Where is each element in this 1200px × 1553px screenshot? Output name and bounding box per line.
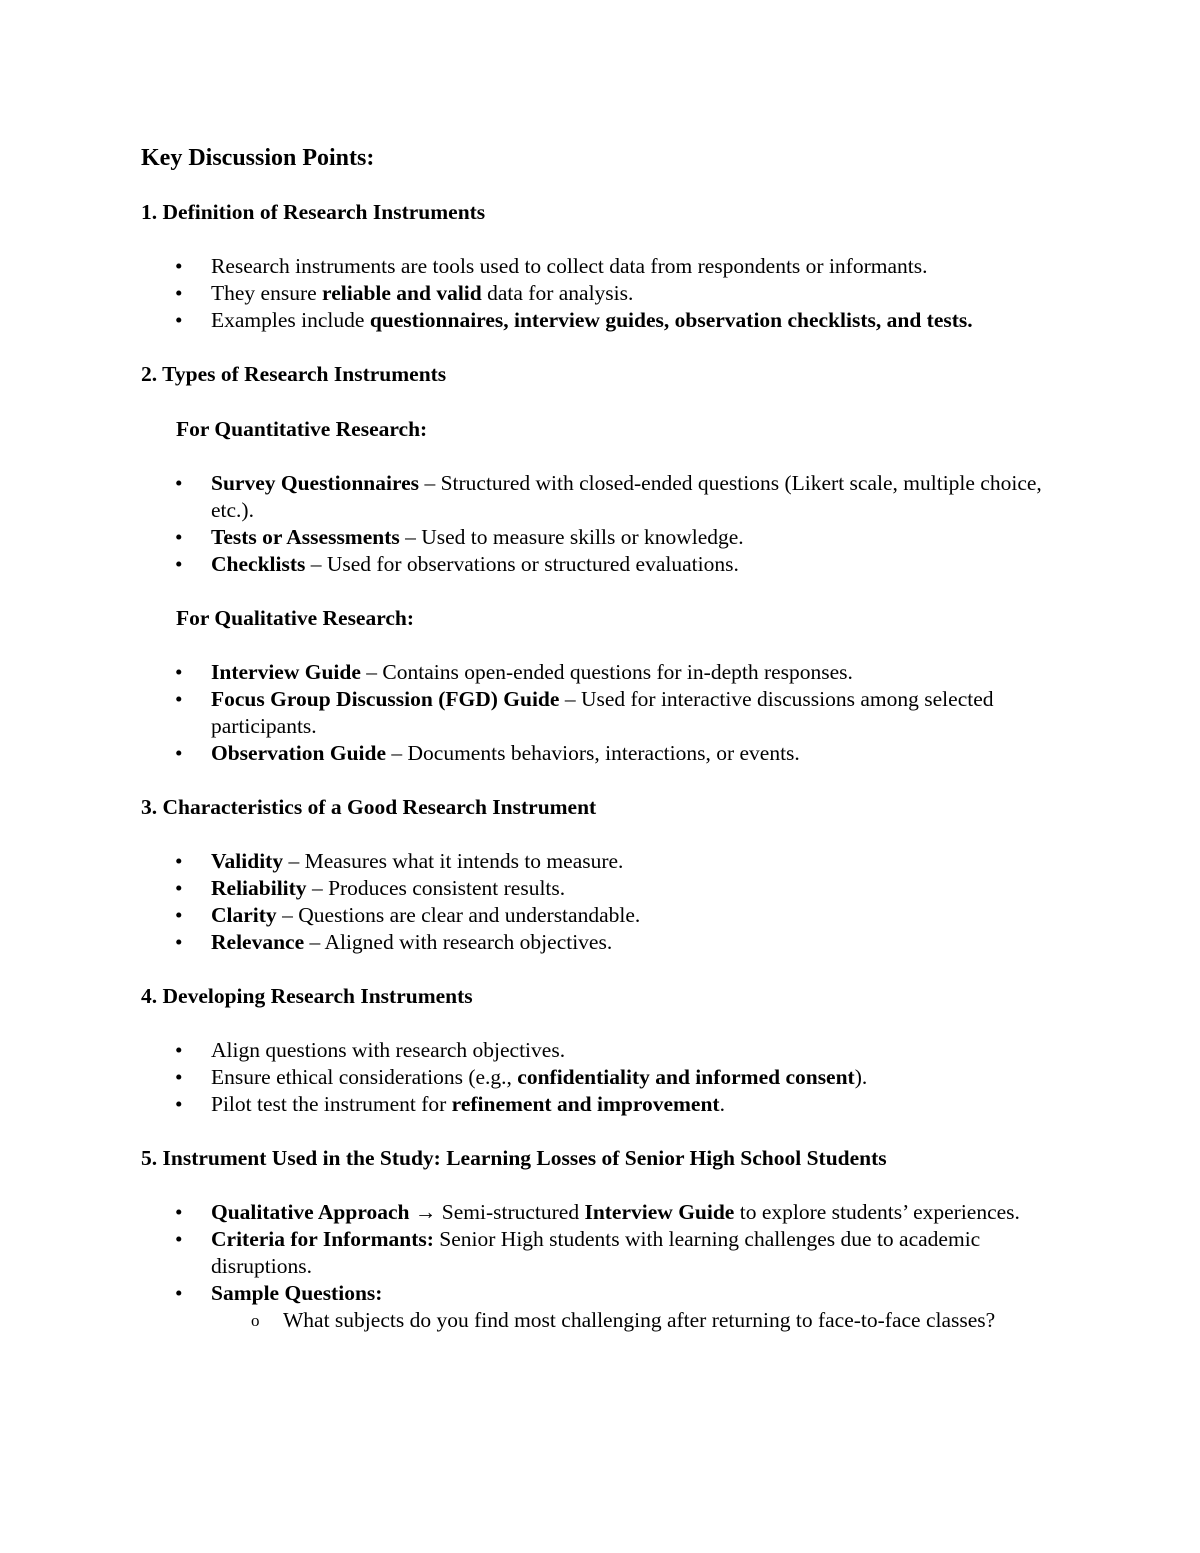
bullet-icon: • (175, 471, 183, 495)
list-item: • Align questions with research objectives. (175, 1038, 566, 1062)
list-item: • Ensure ethical considerations (e.g., confidentiality and informed consent). (175, 1065, 868, 1089)
section-heading-developing: 4. Developing Research Instruments (141, 984, 473, 1008)
bullet-icon: • (175, 552, 183, 576)
bullet-icon: • (175, 308, 183, 332)
bullet-icon: • (175, 1200, 183, 1224)
characteristics-list (141, 848, 1081, 956)
section-heading-types: 2. Types of Research Instruments (141, 362, 447, 386)
list-item: • Focus Group Discussion (FGD) Guide – Used for interactive discussions among selected participants. (175, 687, 994, 738)
list-item: • Checklists – Used for observations or structured evaluations. (175, 552, 739, 576)
bullet-icon: • (175, 281, 183, 305)
list-item: • Validity – Measures what it intends to measure. (175, 849, 624, 873)
list-item: • Pilot test the instrument for refinement and improvement. (175, 1092, 725, 1116)
list-item: • Research instruments are tools used to collect data from respondents or informants. (175, 254, 928, 278)
section-heading-instrument-used: 5. Instrument Used in the Study: Learning Losses of Senior High School Students (141, 1146, 887, 1170)
subheading-qualitative: For Qualitative Research: (176, 606, 415, 630)
bullet-icon: • (175, 1092, 183, 1116)
bullet-icon: • (175, 741, 183, 765)
list-item: • Relevance – Aligned with research objectives. (175, 930, 613, 954)
list-item: • Examples include questionnaires, interview guides, observation checklists, and tests. (175, 308, 973, 332)
bullet-icon: • (175, 849, 183, 873)
list-item: • Reliability – Produces consistent results. (175, 876, 566, 900)
document-page (141, 142, 1081, 1360)
bullet-icon: • (175, 254, 183, 278)
list-item: • Criteria for Informants: Senior High students with learning challenges due to academic disruptions. (175, 1227, 981, 1278)
bullet-icon: • (175, 660, 183, 684)
definition-list (141, 253, 1081, 334)
list-item: • Tests or Assessments – Used to measure skills or knowledge. (175, 525, 744, 549)
developing-list (141, 1037, 1081, 1118)
bullet-icon: • (175, 876, 183, 900)
document-title: Key Discussion Points: (141, 145, 375, 171)
bullet-icon: • (175, 687, 183, 711)
bullet-icon: • (175, 903, 183, 927)
list-item: • Sample Questions: o What subjects do you find most challenging after returning to face-to-face classes? (141, 1280, 1081, 1334)
list-item: • They ensure reliable and valid data for analysis. (175, 281, 634, 305)
section-heading-characteristics: 3. Characteristics of a Good Research Instrument (141, 795, 597, 819)
quantitative-list (141, 470, 1081, 578)
list-item: • Survey Questionnaires – Structured with closed-ended questions (Likert scale, multiple choice, etc.). (175, 471, 1042, 522)
sub-list-item: o What subjects do you find most challenging after returning to face-to-face classes? (251, 1308, 996, 1332)
instrument-used-list (141, 1199, 1081, 1334)
sample-questions-list (211, 1307, 1081, 1334)
list-item: • Observation Guide – Documents behaviors, interactions, or events. (175, 741, 800, 765)
list-item: • Qualitative Approach → Semi-structured Interview Guide to explore students’ experiences. (175, 1200, 1020, 1224)
circle-bullet-icon: o (251, 1311, 260, 1330)
qualitative-list (141, 659, 1081, 767)
list-item: • Clarity – Questions are clear and understandable. (175, 903, 641, 927)
bullet-icon: • (175, 1227, 183, 1251)
bullet-icon: • (175, 1065, 183, 1089)
bullet-icon: • (175, 1281, 183, 1305)
subheading-quantitative: For Quantitative Research: (176, 417, 428, 441)
bullet-icon: • (175, 525, 183, 549)
bullet-icon: • (175, 1038, 183, 1062)
list-item: • Interview Guide – Contains open-ended questions for in-depth responses. (175, 660, 853, 684)
bullet-icon: • (175, 930, 183, 954)
section-heading-definition: 1. Definition of Research Instruments (141, 200, 486, 224)
